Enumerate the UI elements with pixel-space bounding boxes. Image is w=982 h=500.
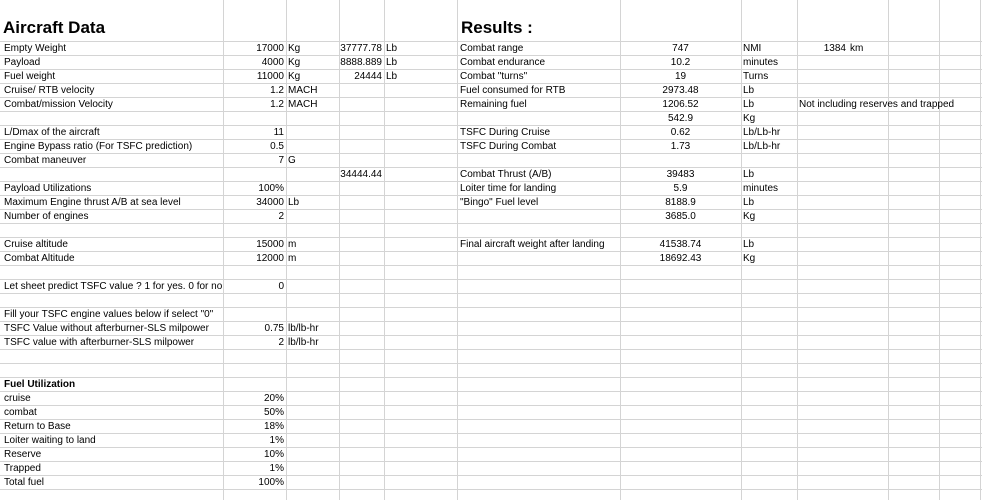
fu-cruise-value[interactable]: 20% bbox=[263, 393, 284, 404]
fu-combat-value[interactable]: 50% bbox=[263, 407, 284, 418]
grid-line bbox=[741, 0, 742, 500]
fu-reserve-value[interactable]: 10% bbox=[263, 449, 284, 460]
loiter-time-label[interactable]: Loiter time for landing bbox=[460, 183, 557, 194]
tsfc-cruise-label[interactable]: TSFC During Cruise bbox=[460, 127, 551, 138]
fu-rtb-value[interactable]: 18% bbox=[263, 421, 284, 432]
combat-range-label[interactable]: Combat range bbox=[460, 43, 524, 54]
combat-turns-unit[interactable]: Turns bbox=[743, 71, 769, 82]
loiter-time-value[interactable]: 5.9 bbox=[673, 183, 688, 194]
tsfc-combat-label[interactable]: TSFC During Combat bbox=[460, 141, 557, 152]
fu-combat-label[interactable]: combat bbox=[4, 407, 37, 418]
combat-maneuver-value[interactable]: 7 bbox=[278, 155, 284, 166]
ld-max-label[interactable]: L/Dmax of the aircraft bbox=[4, 127, 100, 138]
combat-altitude-value[interactable]: 12000 bbox=[256, 253, 284, 264]
fuel-weight-lb-unit[interactable]: Lb bbox=[386, 71, 398, 82]
grid-line bbox=[0, 349, 982, 350]
grid-line bbox=[939, 0, 940, 500]
cruise-rtb-unit[interactable]: MACH bbox=[288, 85, 318, 96]
ld-max-value[interactable]: 11 bbox=[273, 127, 284, 138]
cruise-altitude-value[interactable]: 15000 bbox=[256, 239, 284, 250]
num-engines-value[interactable]: 2 bbox=[278, 211, 284, 222]
final-weight-value[interactable]: 41538.74 bbox=[659, 239, 702, 250]
grid-line bbox=[980, 0, 981, 500]
max-thrust-label[interactable]: Maximum Engine thrust A/B at sea level bbox=[4, 197, 181, 208]
combat-velocity-unit[interactable]: MACH bbox=[288, 99, 318, 110]
final-weight-kg-unit[interactable]: Kg bbox=[743, 253, 756, 264]
combat-thrust-value[interactable]: 39483 bbox=[666, 169, 695, 180]
fuel-weight-lb-value[interactable]: 24444 bbox=[354, 71, 382, 82]
bingo-fuel-label[interactable]: "Bingo" Fuel level bbox=[460, 197, 539, 208]
grid-line bbox=[0, 363, 982, 364]
fu-rtb-label[interactable]: Return to Base bbox=[4, 421, 71, 432]
tsfc-combat-unit[interactable]: Lb/Lb-hr bbox=[743, 141, 781, 152]
payload-lb-unit[interactable]: Lb bbox=[386, 57, 398, 68]
tsfc-no-ab-value[interactable]: 0.75 bbox=[264, 323, 284, 334]
remaining-fuel-unit[interactable]: Lb bbox=[743, 99, 755, 110]
bypass-ratio-value[interactable]: 0.5 bbox=[270, 141, 284, 152]
remaining-fuel-kg-unit[interactable]: Kg bbox=[743, 113, 756, 124]
combat-turns-value[interactable]: 19 bbox=[674, 71, 687, 82]
tsfc-no-ab-unit[interactable]: lb/lb-hr bbox=[288, 323, 319, 334]
bypass-ratio-label[interactable]: Engine Bypass ratio (For TSFC prediction) bbox=[4, 141, 193, 152]
empty-weight-value[interactable]: 17000 bbox=[256, 43, 284, 54]
fuel-rtb-label[interactable]: Fuel consumed for RTB bbox=[460, 85, 566, 96]
tsfc-cruise-value[interactable]: 0.62 bbox=[670, 127, 691, 138]
max-thrust-value[interactable]: 34000 bbox=[256, 197, 284, 208]
combat-velocity-value[interactable]: 1.2 bbox=[270, 99, 284, 110]
combat-thrust-unit[interactable]: Lb bbox=[743, 169, 755, 180]
final-weight-kg-value[interactable]: 18692.43 bbox=[659, 253, 702, 264]
grid-line bbox=[223, 0, 224, 500]
grid-line bbox=[0, 293, 982, 294]
tsfc-ab-value[interactable]: 2 bbox=[278, 337, 284, 348]
tsfc-ab-label[interactable]: TSFC value with afterburner-SLS milpower bbox=[4, 337, 195, 348]
fu-total-value[interactable]: 100% bbox=[258, 477, 284, 488]
max-thrust-unit[interactable]: Lb bbox=[288, 197, 300, 208]
final-weight-unit[interactable]: Lb bbox=[743, 239, 755, 250]
fuel-weight-unit[interactable]: Kg bbox=[288, 71, 301, 82]
grid-line bbox=[797, 0, 798, 500]
grid-line bbox=[0, 223, 982, 224]
combat-range-unit[interactable]: NMI bbox=[743, 43, 762, 54]
num-engines-label[interactable]: Number of engines bbox=[4, 211, 89, 222]
combat-endurance-label[interactable]: Combat endurance bbox=[460, 57, 546, 68]
combat-turns-label[interactable]: Combat "turns" bbox=[460, 71, 528, 82]
payload-util-label[interactable]: Payload Utilizations bbox=[4, 183, 92, 194]
fuel-utilization-header[interactable]: Fuel Utilization bbox=[4, 379, 76, 390]
fu-trapped-label[interactable]: Trapped bbox=[4, 463, 41, 474]
grid-line bbox=[286, 0, 287, 500]
tsfc-combat-value[interactable]: 1.73 bbox=[670, 141, 691, 152]
predict-tsfc-value[interactable]: 0 bbox=[278, 281, 284, 292]
remaining-fuel-note[interactable]: Not including reserves and trapped bbox=[799, 99, 955, 110]
cruise-rtb-value[interactable]: 1.2 bbox=[270, 85, 284, 96]
bingo-fuel-kg-value[interactable]: 3685.0 bbox=[665, 211, 696, 222]
cruise-altitude-label[interactable]: Cruise altitude bbox=[4, 239, 68, 250]
combat-altitude-label[interactable]: Combat Altitude bbox=[4, 253, 75, 264]
empty-weight-unit[interactable]: Kg bbox=[288, 43, 301, 54]
fu-loiter-value[interactable]: 1% bbox=[269, 435, 284, 446]
fu-loiter-label[interactable]: Loiter waiting to land bbox=[4, 435, 96, 446]
combat-thrust-label[interactable]: Combat Thrust (A/B) bbox=[460, 169, 552, 180]
empty-weight-lb-value[interactable]: 37777.78 bbox=[340, 43, 382, 54]
fill-tsfc-note[interactable]: Fill your TSFC engine values below if select "0" bbox=[4, 309, 214, 320]
remaining-fuel-label[interactable]: Remaining fuel bbox=[460, 99, 527, 110]
predict-tsfc-label[interactable]: Let sheet predict TSFC value ? 1 for yes. 0 for no bbox=[4, 281, 223, 292]
fuel-rtb-value[interactable]: 2973.48 bbox=[662, 85, 699, 96]
tsfc-cruise-unit[interactable]: Lb/Lb-hr bbox=[743, 127, 781, 138]
grid-line bbox=[0, 265, 982, 266]
bingo-fuel-kg-unit[interactable]: Kg bbox=[743, 211, 756, 222]
grid-line bbox=[384, 0, 385, 500]
grid-line bbox=[888, 0, 889, 500]
payload-label[interactable]: Payload bbox=[4, 57, 41, 68]
grid-line bbox=[0, 489, 982, 490]
fuel-rtb-unit[interactable]: Lb bbox=[743, 85, 755, 96]
remaining-fuel-value[interactable]: 1206.52 bbox=[662, 99, 699, 110]
combat-range-km-value[interactable]: 1384 bbox=[823, 43, 846, 54]
extra-value-cell[interactable]: 34444.44 bbox=[340, 169, 382, 180]
fu-trapped-value[interactable]: 1% bbox=[269, 463, 284, 474]
final-weight-label[interactable]: Final aircraft weight after landing bbox=[460, 239, 605, 250]
grid-line bbox=[457, 0, 458, 500]
bingo-fuel-unit[interactable]: Lb bbox=[743, 197, 755, 208]
empty-weight-label[interactable]: Empty Weight bbox=[4, 43, 67, 54]
fuel-weight-value[interactable]: 11000 bbox=[256, 71, 284, 82]
aircraft-data-title[interactable]: Aircraft Data bbox=[3, 18, 106, 37]
payload-value[interactable]: 4000 bbox=[261, 57, 284, 68]
combat-endurance-unit[interactable]: minutes bbox=[743, 57, 779, 68]
fu-reserve-label[interactable]: Reserve bbox=[4, 449, 42, 460]
fu-total-label[interactable]: Total fuel bbox=[4, 477, 45, 488]
fu-cruise-label[interactable]: cruise bbox=[4, 393, 31, 404]
loiter-time-unit[interactable]: minutes bbox=[743, 183, 779, 194]
bingo-fuel-value[interactable]: 8188.9 bbox=[665, 197, 696, 208]
results-title[interactable]: Results : bbox=[461, 18, 533, 37]
empty-weight-lb-unit[interactable]: Lb bbox=[386, 43, 398, 54]
combat-endurance-value[interactable]: 10.2 bbox=[670, 57, 691, 68]
fuel-weight-label[interactable]: Fuel weight bbox=[4, 71, 56, 82]
tsfc-ab-unit[interactable]: lb/lb-hr bbox=[288, 337, 319, 348]
payload-unit[interactable]: Kg bbox=[288, 57, 301, 68]
combat-range-km-unit[interactable]: km bbox=[850, 43, 864, 54]
payload-util-value[interactable]: 100% bbox=[258, 183, 284, 194]
grid-line bbox=[0, 111, 982, 112]
combat-altitude-unit[interactable]: m bbox=[288, 253, 297, 264]
tsfc-no-ab-label[interactable]: TSFC Value without afterburner-SLS milpower bbox=[4, 323, 209, 334]
cruise-altitude-unit[interactable]: m bbox=[288, 239, 297, 250]
combat-maneuver-unit[interactable]: G bbox=[288, 155, 296, 166]
remaining-fuel-kg-value[interactable]: 542.9 bbox=[667, 113, 694, 124]
combat-maneuver-label[interactable]: Combat maneuver bbox=[4, 155, 87, 166]
payload-lb-value[interactable]: 8888.889 bbox=[340, 57, 382, 68]
combat-velocity-label[interactable]: Combat/mission Velocity bbox=[4, 99, 113, 110]
combat-range-value[interactable]: 747 bbox=[672, 43, 689, 54]
cruise-rtb-label[interactable]: Cruise/ RTB velocity bbox=[4, 85, 95, 96]
